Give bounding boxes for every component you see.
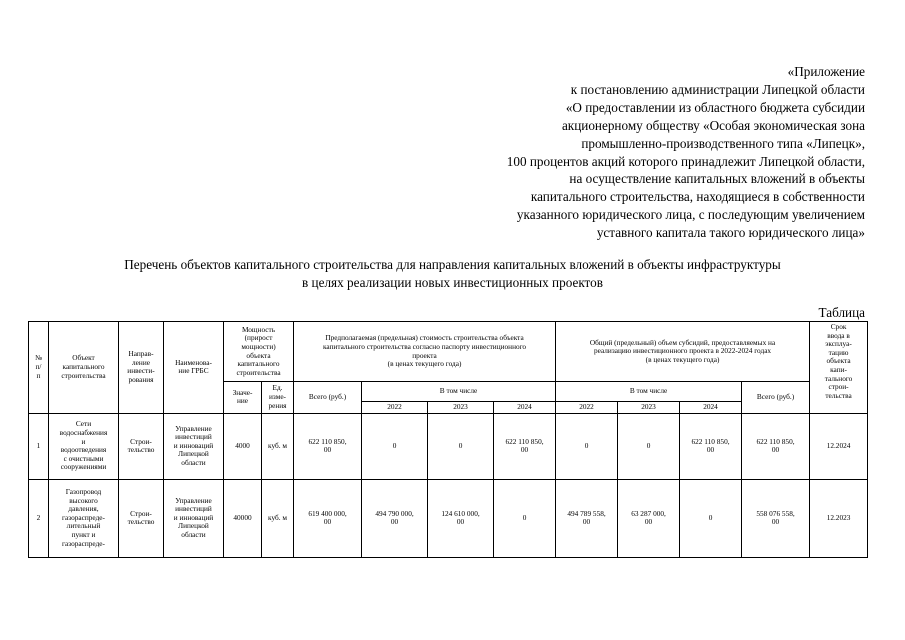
header-num: № п/ п [29, 322, 49, 414]
header-including-subsidy: В том числе [556, 382, 742, 402]
document-title [0, 256, 905, 291]
appendix-line: 100 процентов акций которого принадлежит Липецкой области, [506, 153, 865, 169]
cell-total-cost: 622 110 850, 00 [294, 413, 362, 479]
appendix-line: «О предоставлении из областного бюджета субсидии [565, 99, 865, 115]
cell-value: 40000 [224, 479, 262, 557]
table-row [29, 413, 868, 479]
header-grbs: Наименова- ние ГРБС [164, 322, 224, 414]
cell-grbs: Управление инвестиций и инноваций Липецкой области [164, 479, 224, 557]
appendix-line: указанного юридического лица, с последующим увеличением [516, 207, 865, 223]
header-including-cost: В том числе [362, 382, 556, 402]
cell-subsidy-2022: 494 789 558, 00 [556, 479, 618, 557]
header-year-2024-cost: 2024 [494, 402, 556, 414]
cell-subsidy-2022: 0 [556, 413, 618, 479]
cell-subsidy-2023: 0 [618, 413, 680, 479]
header-subsidy: Общий (предельный) объем субсидий, предоставляемых на реализацию инвестиционного проекта в 2022-2024 годах (в ценах текущего года) [556, 322, 810, 382]
header-total-subsidy: Всего (руб.) [742, 382, 810, 414]
cell-object: Сети водоснабжения и водоотведения с очистными сооружениями [49, 413, 119, 479]
cell-object: Газопровод высокого давления, газораспреде- лительный пункт и газораспреде- [49, 479, 119, 557]
header-year-2024-subsidy: 2024 [680, 402, 742, 414]
cell-cost-2024: 622 110 850, 00 [494, 413, 556, 479]
cell-cost-2023: 124 610 000, 00 [428, 479, 494, 557]
cell-deadline: 12.2024 [810, 413, 868, 479]
objects-table [28, 321, 868, 558]
cell-direction: Строи- тельство [119, 413, 164, 479]
cell-value: 4000 [224, 413, 262, 479]
appendix-line: акционерному обществу «Особая экономическая зона [561, 117, 865, 133]
cell-num: 1 [29, 413, 49, 479]
header-value: Значе- ние [224, 382, 262, 414]
header-capacity: Мощность (прирост мощности) объекта капитального строительства [224, 322, 294, 382]
table-row [29, 479, 868, 557]
cell-unit: куб. м [262, 413, 294, 479]
appendix-line: промышленно-производственного типа «Липецк», [581, 135, 865, 151]
title-line-1: Перечень объектов капитального строительства для направления капитальных вложений в объекты инфраструктуры [124, 257, 781, 272]
header-year-2023-subsidy: 2023 [618, 402, 680, 414]
cell-subsidy-2024: 0 [680, 479, 742, 557]
header-object: Объект капитального строительства [49, 322, 119, 414]
cell-total-subsidy: 622 110 850, 00 [742, 413, 810, 479]
table-label: Таблица [818, 305, 865, 320]
cell-direction: Строи- тельство [119, 479, 164, 557]
header-deadline: Срок ввода в эксплуа- тацию объекта капи- тального строи- тельства [810, 322, 868, 414]
cell-cost-2023: 0 [428, 413, 494, 479]
cell-deadline: 12.2023 [810, 479, 868, 557]
appendix-line: капитального строительства, находящиеся в собственности [530, 189, 865, 205]
cell-subsidy-2023: 63 287 000, 00 [618, 479, 680, 557]
cell-subsidy-2024: 622 110 850, 00 [680, 413, 742, 479]
cell-cost-2024: 0 [494, 479, 556, 557]
cell-num: 2 [29, 479, 49, 557]
appendix-header [345, 63, 865, 242]
appendix-line: к постановлению администрации Липецкой области [570, 81, 865, 97]
cell-total-cost: 619 400 000, 00 [294, 479, 362, 557]
cell-unit: куб. м [262, 479, 294, 557]
header-unit: Ед. изме- рения [262, 382, 294, 414]
cell-total-subsidy: 558 076 558, 00 [742, 479, 810, 557]
header-year-2022-subsidy: 2022 [556, 402, 618, 414]
cell-cost-2022: 0 [362, 413, 428, 479]
appendix-line: на осуществление капитальных вложений в объекты [569, 171, 865, 187]
appendix-line: уставного капитала такого юридического лица» [596, 225, 865, 241]
cell-cost-2022: 494 790 000, 00 [362, 479, 428, 557]
header-total-cost: Всего (руб.) [294, 382, 362, 414]
header-year-2023-cost: 2023 [428, 402, 494, 414]
appendix-line: «Приложение [787, 64, 865, 79]
cell-grbs: Управление инвестиций и инноваций Липецкой области [164, 413, 224, 479]
header-direction: Направ- ление инвести- рования [119, 322, 164, 414]
header-cost: Предполагаемая (предельная) стоимость строительства объекта капитального строительства согласно паспорту инвестиционного проекта (в ценах текущего года) [294, 322, 556, 382]
title-line-2: в целях реализации новых инвестиционных проектов [302, 274, 603, 290]
header-year-2022-cost: 2022 [362, 402, 428, 414]
